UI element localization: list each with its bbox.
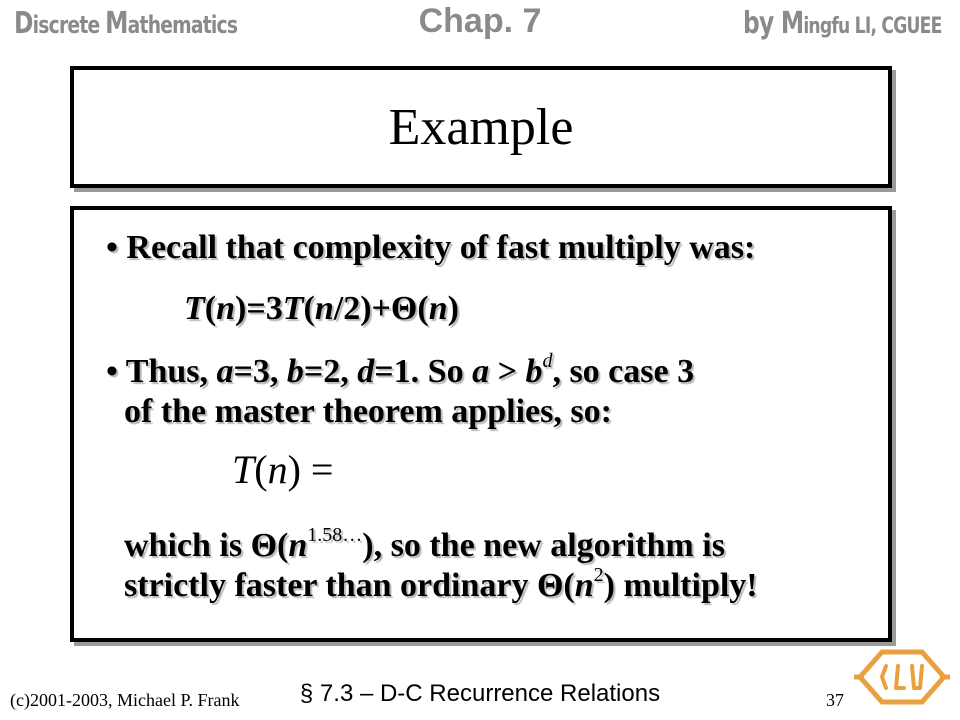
course-title-part1: iscrete — [32, 11, 106, 39]
title-box — [70, 66, 892, 188]
bullet-thus-text: > — [489, 353, 526, 390]
exponent-d: d — [542, 349, 553, 372]
recurrence-formula — [184, 290, 459, 328]
content-box — [70, 206, 892, 642]
formula-part: ( — [303, 290, 315, 327]
copyright-footer: (c)2001-2003, Michael P. Frank — [10, 690, 240, 710]
formula-part: n — [216, 290, 236, 327]
bullet-thus: • Thus, a=3, b=2, d=1. So $a > b^d$, so case 3 of the master theorem applies, so: — [106, 349, 695, 430]
bullet-thus-text: =1. So — [374, 353, 473, 390]
formula-part: T — [282, 290, 304, 327]
formula-part: ) — [447, 290, 459, 327]
formula-part: )=3 — [235, 290, 283, 327]
conclusion-part: ), so the new algorithm is — [362, 527, 725, 564]
formula-part: n — [314, 290, 334, 327]
bullet-thus-text: =2, — [303, 353, 358, 390]
tn-part: ) = — [287, 447, 334, 492]
tn-expression — [232, 446, 333, 493]
tn-part: ( — [254, 447, 268, 492]
bullet-thus-text: , so case 3 — [552, 353, 695, 390]
page-number: 37 — [826, 690, 844, 710]
bullet-thus-text: Thus, — [125, 353, 217, 390]
author-initial: M — [781, 6, 804, 41]
section-footer: § 7.3 – D-C Recurrence Relations — [299, 680, 661, 707]
exponent-158: 1.58… — [307, 523, 363, 546]
bullet-recall-text: Recall that complexity of fast multiply was: — [126, 229, 756, 266]
author-name: ingfu LI, CGUEE — [803, 14, 942, 39]
author-header — [743, 6, 942, 41]
chapter-header: Chap. 7 — [418, 2, 542, 40]
var-n: n — [574, 567, 594, 604]
conclusion-part: strictly faster than ordinary Θ( — [124, 567, 575, 604]
exponent-2: 2 — [593, 563, 604, 586]
formula-part: /2)+Θ( — [333, 290, 429, 327]
formula-part: T — [184, 290, 205, 327]
conclusion-part: ) multiply! — [603, 567, 758, 604]
var-b: b — [525, 353, 543, 390]
course-title-initial2: M — [105, 6, 128, 41]
tn-part: T — [232, 447, 255, 492]
var-b: b — [286, 353, 304, 390]
course-title-initial: D — [14, 6, 33, 41]
var-d: d — [357, 353, 375, 390]
bullet-recall: • Recall that complexity of fast multiply was: — [106, 229, 756, 266]
conclusion-part: which is Θ( — [124, 527, 289, 564]
formula-part: ( — [204, 290, 217, 327]
slide-title: Example — [388, 98, 574, 156]
conclusion-text — [106, 523, 758, 606]
formula-part: n — [428, 290, 448, 327]
bullet-thus-line2: of the master theorem applies, so: — [124, 393, 612, 430]
var-a: a — [216, 353, 234, 390]
course-title-part2: athematics — [127, 11, 238, 39]
author-by: by — [743, 6, 782, 41]
tn-part: n — [267, 447, 288, 492]
bullet-thus-text: =3, — [233, 353, 287, 390]
var-a: a — [472, 353, 490, 390]
var-n: n — [288, 527, 308, 564]
cgu-logo — [852, 642, 952, 712]
